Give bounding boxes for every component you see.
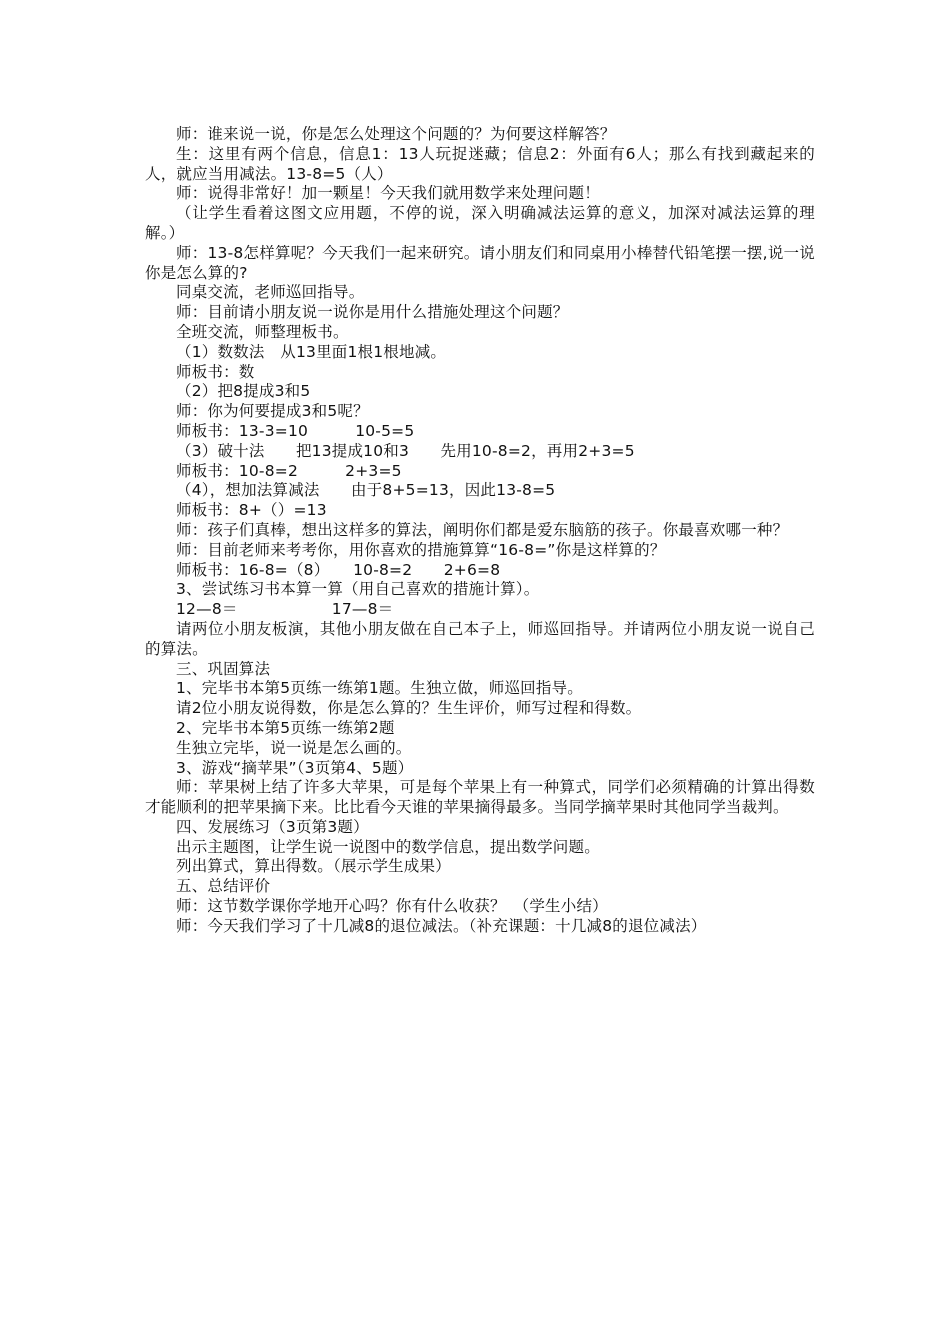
paragraph: 师：目前老师来考考你，用你喜欢的措施算算“16-8=”你是这样算的？ [176,540,666,559]
document-body [145,125,815,937]
paragraph: 师：这节数学课你学地开心吗？你有什么收获？ （学生小结） [176,897,608,916]
paragraph: 师板书：16-8=（8） 10-8=2 2+6=8 [176,560,501,579]
paragraph: 同桌交流，老师巡回指导。 [176,283,365,302]
paragraph: 生独立完毕，说一说是怎么画的。 [176,738,412,757]
paragraph: 师板书：10-8=2 2+3=5 [176,461,402,480]
paragraph: 3、尝试练习书本算一算（用自己喜欢的措施计算）。 [176,580,540,599]
paragraph: （4），想加法算减法 由于8+5=13，因此13-8=5 [176,481,556,500]
paragraph: 列出算式，算出得数。（展示学生成果） [176,857,451,876]
paragraph: （1）数数法 从13里面1根1根地减。 [176,342,447,361]
paragraph: 师板书：13-3=10 10-5=5 [176,421,415,440]
paragraph: 12—8＝ 17—8＝ [176,600,394,619]
section-heading: 五、总结评价 [176,877,271,896]
paragraph: 生：这里有两个信息，信息1：13人玩捉迷藏；信息2：外面有6人；那么有找到藏起来的人，就应当用减法。13-8=5（人） [145,144,815,183]
section-heading: 四、发展练习（3页第3题） [176,817,369,836]
paragraph: 1、完毕书本第5页练一练第1题。生独立做，师巡回指导。 [176,679,583,698]
paragraph: （让学生看着这图文应用题，不停的说，深入明确减法运算的意义，加深对减法运算的理解。） [145,204,815,242]
section-heading: 三、巩固算法 [176,659,271,678]
paragraph: 师：目前请小朋友说一说你是用什么措施处理这个问题？ [176,303,569,322]
paragraph: 师：孩子们真棒，想出这样多的算法，阐明你们都是爱东脑筋的孩子。你最喜欢哪一种？ [176,520,789,539]
paragraph: 师：今天我们学习了十几减8的退位减法。（补充课题：十几减8的退位减法） [176,916,707,935]
paragraph: 师板书：数 [176,362,255,381]
paragraph: （2）把8提成3和5 [176,382,311,401]
paragraph: 3、游戏“摘苹果”（3页第4、5题） [176,758,414,777]
paragraph: 请两位小朋友板演，其他小朋友做在自己本子上，师巡回指导。并请两位小朋友说一说自己的算法。 [145,619,815,658]
paragraph: 请2位小朋友说得数，你是怎么算的？生生评价，师写过程和得数。 [176,699,642,718]
paragraph: 师：你为何要提成3和5呢？ [176,402,369,421]
paragraph: 师：苹果树上结了许多大苹果，可是每个苹果上有一种算式，同学们必须精确的计算出得数才能顺利的把苹果摘下来。比比看今天谁的苹果摘得最多。当同学摘苹果时其他同学当裁判。 [145,778,815,817]
paragraph: 师板书：8+（）=13 [176,501,327,520]
paragraph: 2、完毕书本第5页练一练第2题 [176,718,395,737]
paragraph: 出示主题图，让学生说一说图中的数学信息，提出数学问题。 [176,837,600,856]
paragraph: （3）破十法 把13提成10和3 先用10-8=2，再用2+3=5 [176,441,635,460]
paragraph: 师：谁来说一说，你是怎么处理这个问题的？为何要这样解答？ [176,125,616,143]
paragraph: 师：13-8怎样算呢？今天我们一起来研究。请小朋友们和同桌用小棒替代铅笔摆一摆,说一说你是怎么算的? [145,243,815,282]
paragraph: 师：说得非常好！加一颗星！今天我们就用数学来处理问题！ [176,184,600,203]
paragraph: 全班交流，师整理板书。 [176,322,349,341]
